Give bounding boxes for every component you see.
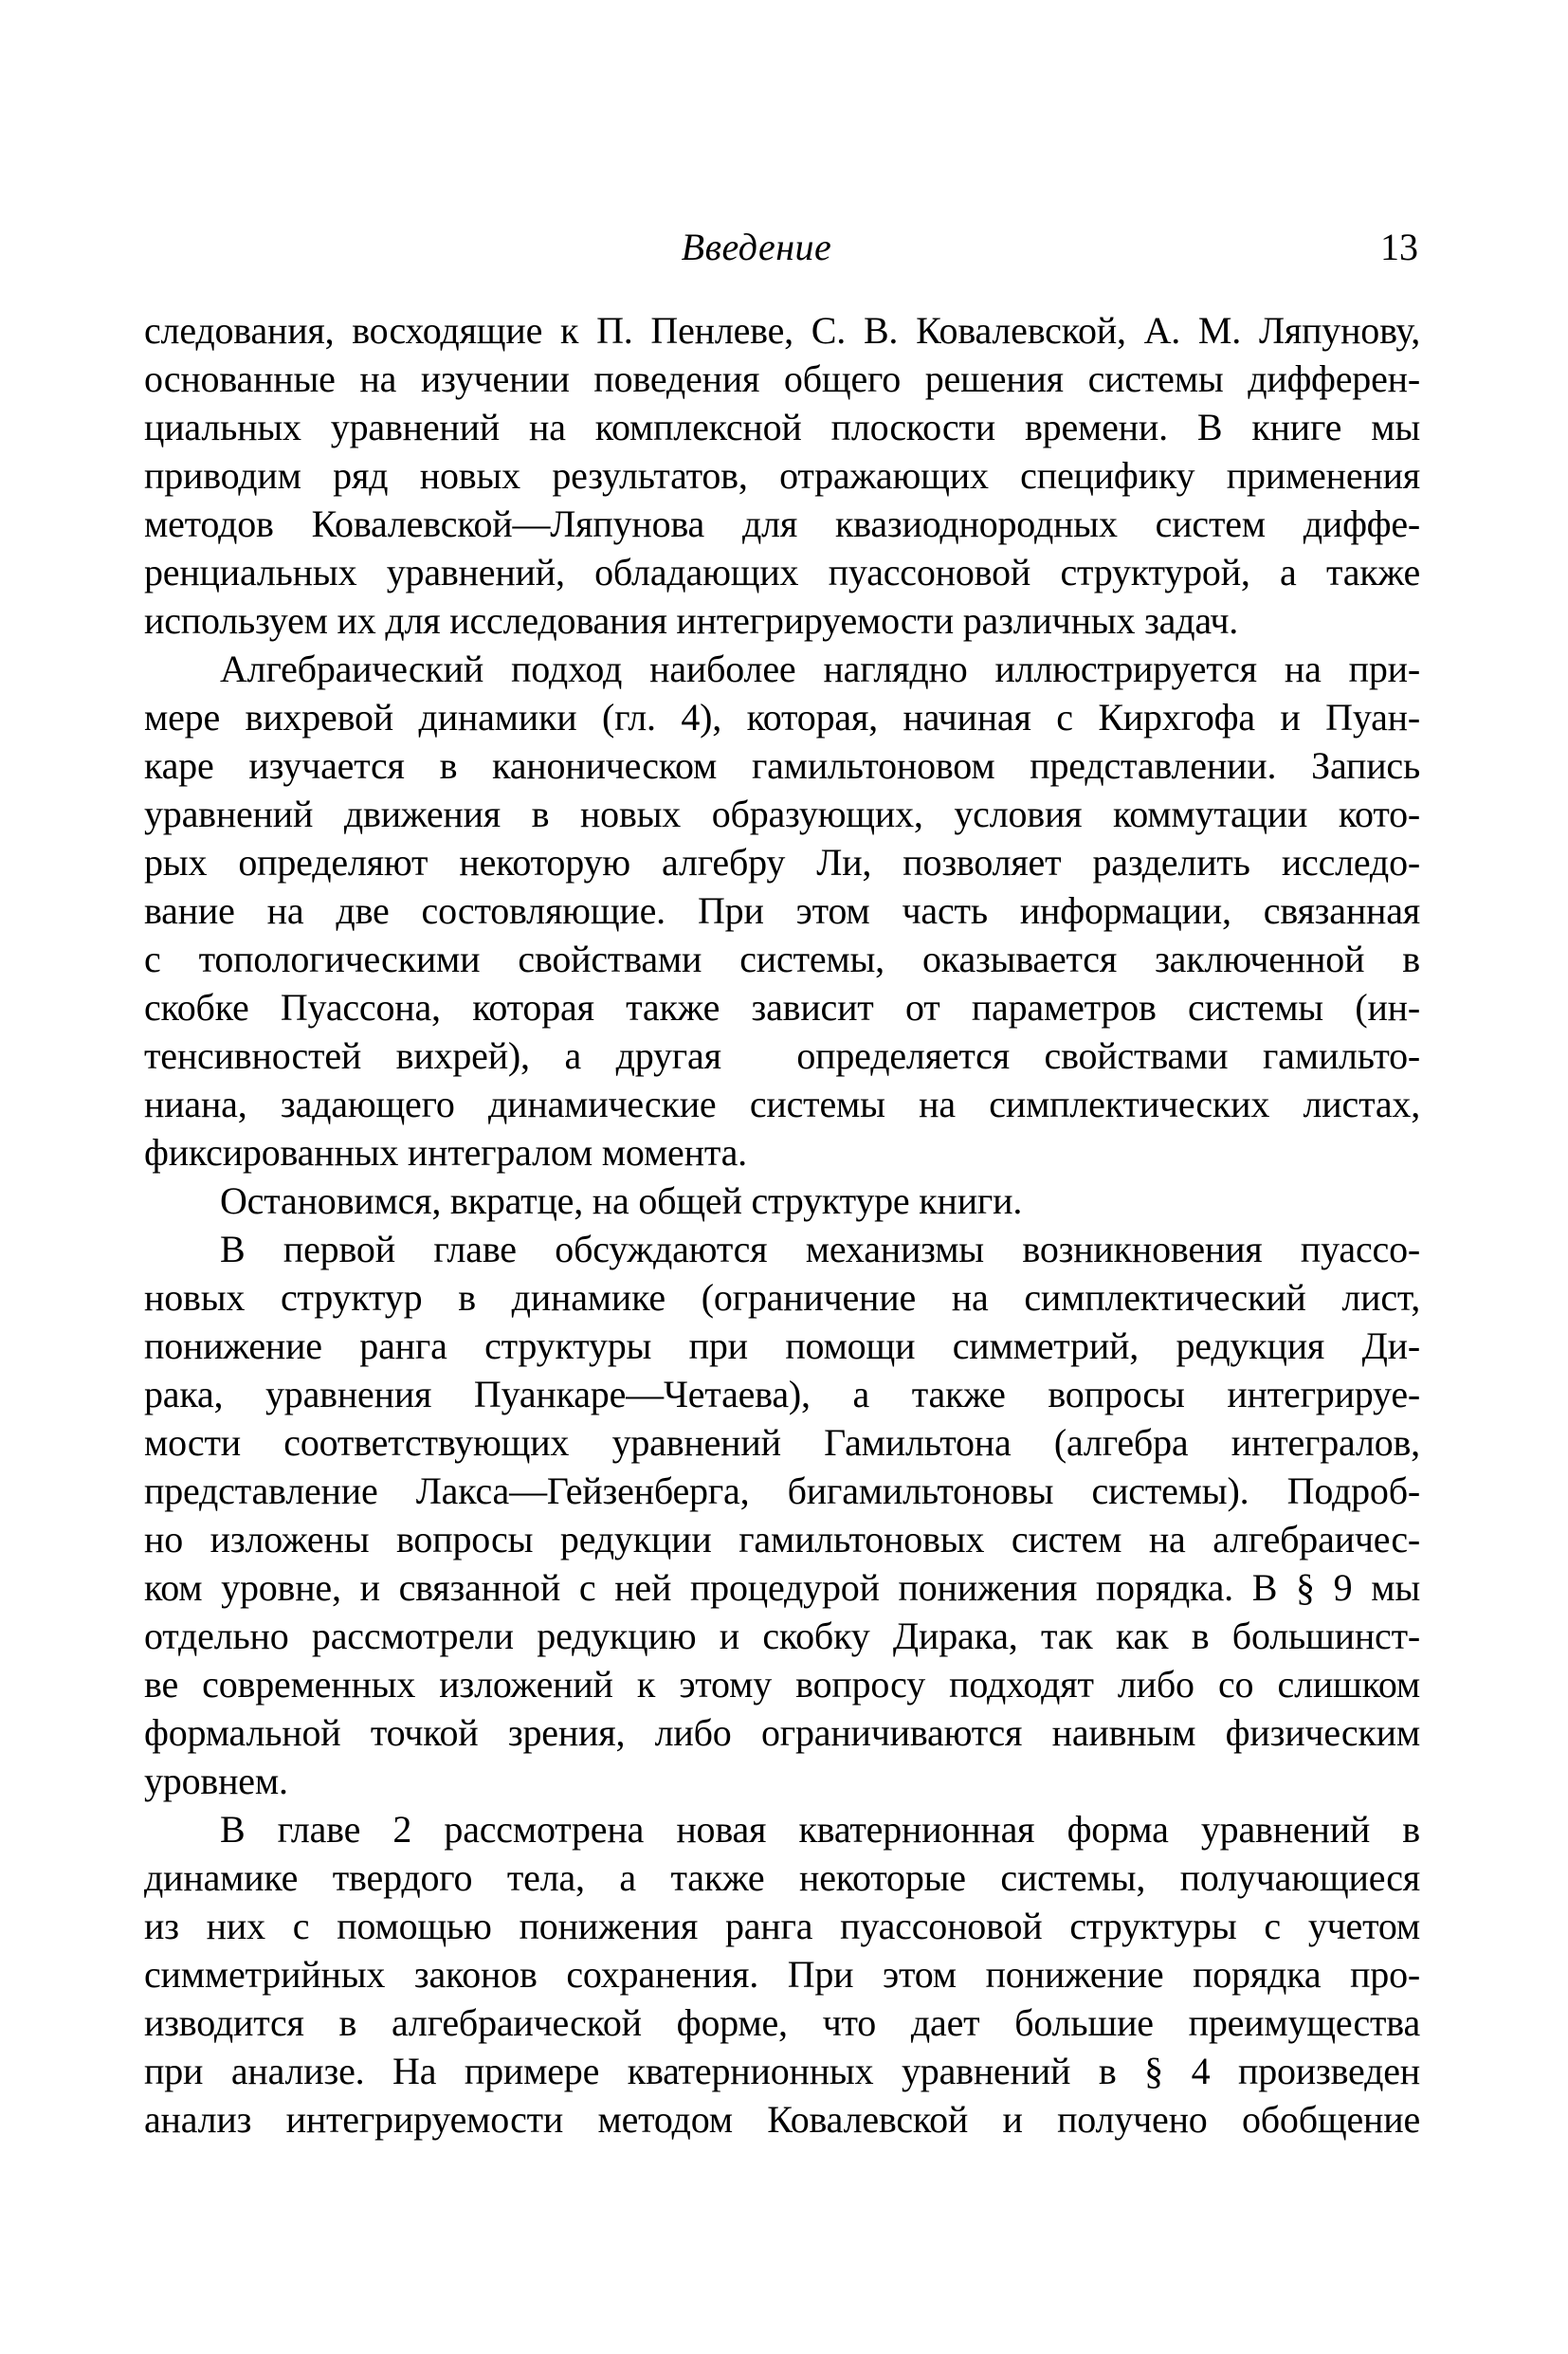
text-line: вание на две состовляющие. При этом часть информации, связанная: [144, 889, 1420, 932]
text-line: тенсивностей вихрей), а другая определяется свойствами гамильто-: [144, 1034, 1420, 1077]
paragraph: [144, 1177, 1420, 1225]
text-line: скобке Пуассона, которая также зависит от параметров системы (ин-: [144, 986, 1420, 1029]
text-line: симметрийных законов сохранения. При этом понижение порядка про-: [144, 1953, 1420, 1996]
paragraph: [144, 1225, 1420, 1805]
text-line: уровнем.: [144, 1760, 288, 1802]
text-line: понижение ранга структуры при помощи симметрий, редукция Ди-: [144, 1324, 1420, 1367]
text-line: следования, восходящие к П. Пенлеве, С. В. Ковалевской, А. М. Ляпунову,: [144, 309, 1420, 352]
text-line: изводится в алгебраической форме, что дает большие преимущества: [144, 2001, 1420, 2044]
running-head: [144, 226, 1420, 269]
text-line: приводим ряд новых результатов, отражающих специфику применения: [144, 454, 1420, 497]
text-line: новых структур в динамике (ограничение на симплектический лист,: [144, 1276, 1420, 1319]
text-column: [144, 226, 1420, 2144]
text-line: динамике твердого тела, а также некоторые системы, получающиеся: [144, 1856, 1420, 1899]
text-line: отдельно рассмотрели редукцию и скобку Дирака, так как в большинст-: [144, 1615, 1420, 1657]
page-number: 13: [1380, 226, 1418, 268]
text-line: Алгебраический подход наиболее наглядно иллюстрируется на при-: [220, 648, 1420, 690]
text-line: ком уровне, и связанной с ней процедурой понижения порядка. В § 9 мы: [144, 1566, 1420, 1609]
text-line: анализ интегрируемости методом Ковалевской и получено обобщение: [144, 2098, 1420, 2141]
paragraph: [144, 645, 1420, 1177]
text-line: В главе 2 рассмотрена новая кватернионная форма уравнений в: [220, 1808, 1420, 1851]
text-line: методов Ковалевской—Ляпунова для квазиоднородных систем диффе-: [144, 502, 1420, 545]
chapter-title: Введение: [681, 226, 832, 268]
text-line: при анализе. На примере кватернионных уравнений в § 4 произведен: [144, 2050, 1420, 2092]
text-line: ве современных изложений к этому вопросу подходят либо со слишком: [144, 1663, 1420, 1706]
text-line: рых определяют некоторую алгебру Ли, позволяет разделить исследо-: [144, 841, 1420, 884]
text-line: основанные на изучении поведения общего решения системы дифферен-: [144, 357, 1420, 400]
text-line: ниана, задающего динамические системы на симплектических листах,: [144, 1083, 1420, 1125]
text-line: уравнений движения в новых образующих, условия коммутации кото-: [144, 793, 1420, 835]
text-line: рака, уравнения Пуанкаре—Четаева), а также вопросы интегрируе-: [144, 1373, 1420, 1415]
text-line: мости соответствующих уравнений Гамильтона (алгебра интегралов,: [144, 1421, 1420, 1464]
text-line: но изложены вопросы редукции гамильтоновых систем на алгебраичес-: [144, 1518, 1420, 1560]
text-line: каре изучается в каноническом гамильтоновом представлении. Запись: [144, 744, 1420, 787]
text-line: Остановимся, вкратце, на общей структуре книги.: [220, 1179, 1023, 1222]
text-line: мере вихревой динамики (гл. 4), которая, начиная с Кирхгофа и Пуан-: [144, 696, 1420, 739]
text-line: ренциальных уравнений, обладающих пуассоновой структурой, а также: [144, 551, 1420, 593]
text-line: используем их для исследования интегрируемости различных задач.: [144, 599, 1239, 642]
body-text: [144, 306, 1420, 2144]
text-line: фиксированных интегралом момента.: [144, 1131, 747, 1174]
text-line: формальной точкой зрения, либо ограничиваются наивным физическим: [144, 1711, 1420, 1754]
text-line: представление Лакса—Гейзенберга, бигамильтоновы системы). Подроб-: [144, 1469, 1420, 1512]
text-line: из них с помощью понижения ранга пуассоновой структуры с учетом: [144, 1905, 1420, 1947]
paragraph: [144, 306, 1420, 645]
text-line: с топологическими свойствами системы, оказывается заключенной в: [144, 938, 1420, 980]
paragraph: [144, 1805, 1420, 2144]
text-line: циальных уравнений на комплексной плоскости времени. В книге мы: [144, 406, 1420, 448]
text-line: В первой главе обсуждаются механизмы возникновения пуассо-: [220, 1228, 1420, 1270]
